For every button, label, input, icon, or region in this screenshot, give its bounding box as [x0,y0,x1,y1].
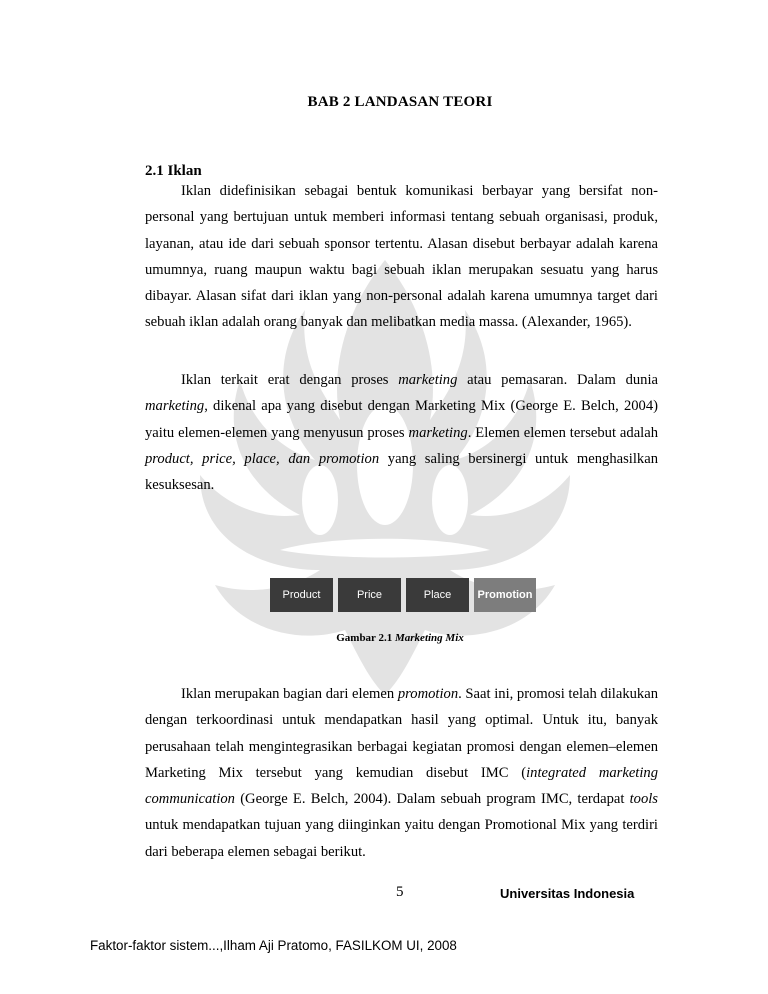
mix-box-price: Price [338,578,401,612]
university-name: Universitas Indonesia [500,886,635,901]
paragraph-iklan-definition: Iklan didefinisikan sebagai bentuk komunikasi berbayar yang bersifat non-personal yang bertujuan untuk memberi informasi tentang sebuah organisasi, produk, layanan, atau ide dari sebuah sponsor tertentu. Alasan disebut berbayar adalah karena umumnya, ruang maupun waktu bagi sebuah iklan merupakan sesuatu yang harus dibayar. Alasan sifat dari iklan yang non-personal adalah karena umumnya target dari sebuah iklan adalah orang banyak dan melibatkan media massa. (Alexander, 1965). [145,183,658,331]
mix-box-place: Place [406,578,469,612]
paragraph-promotion-imc: Iklan merupakan bagian dari elemen promotion. Saat ini, promosi telah dilakukan dengan terkoordinasi untuk mendapatkan hasil yang optimal. Untuk itu, banyak perusahaan telah mengintegrasikan berbagai kegiatan promosi dengan elemen–elemen Marketing Mix tersebut yang kemudian disebut IMC (integrated marketing communication (George E. Belch, 2004). Dalam sebuah program IMC, terdapat tools untuk mendapatkan tujuan yang diinginkan yaitu dengan Promotional Mix yang terdiri dari beberapa elemen sebagai berikut. [145,686,659,860]
chapter-title: BAB 2 LANDASAN TEORI [307,94,493,110]
marketing-mix-diagram [270,578,536,612]
mix-box-product: Product [270,578,333,612]
footer-citation: Faktor-faktor sistem...,Ilham Aji Pratomo, FASILKOM UI, 2008 [90,938,457,953]
section-heading: 2.1 Iklan [145,163,202,179]
figure-caption [0,632,768,644]
caption-label: Gambar 2.1 [336,632,393,644]
page-number: 5 [396,884,404,900]
mix-box-promotion: Promotion [474,578,536,612]
caption-text: Marketing Mix [395,632,464,644]
paragraph-marketing-mix: Iklan terkait erat dengan proses marketing atau pemasaran. Dalam dunia marketing, dikenal apa yang disebut dengan Marketing Mix (George E. Belch, 2004) yaitu elemen-elemen yang menyusun proses marketing. Elemen elemen tersebut adalah product, price, place, dan promotion yang saling bersinergi untuk menghasilkan kesuksesan. [145,372,659,494]
